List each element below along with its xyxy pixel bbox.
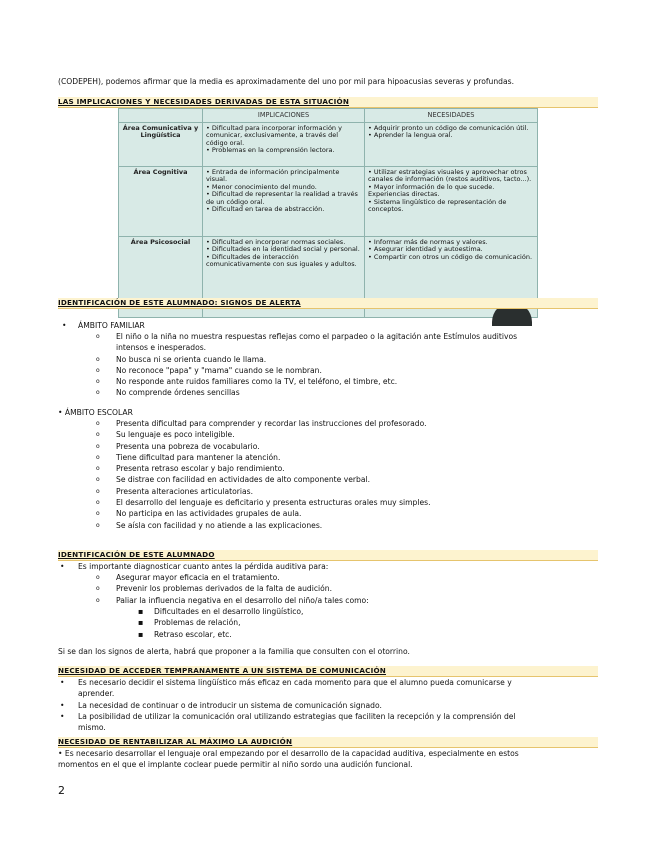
comunicacion-list — [60, 677, 516, 733]
list-item: o Prevenir los problemas derivados de la falta de audición. — [96, 584, 332, 594]
list-item: o Presenta alteraciones articulatorias. — [96, 486, 254, 496]
list-item: o Tiene dificultad para mantener la atención. — [96, 452, 281, 462]
table-item: • Asegurar identidad y autoestima. — [368, 245, 483, 254]
list-item: • La posibilidad de utilizar la comunicación oral utilizando estrategias que faciliten la recepción y la comprensión del — [60, 711, 516, 721]
table-row — [119, 123, 538, 167]
list-item: aprender. — [78, 689, 115, 699]
table-item: • Dificultad en tarea de abstracción. — [206, 205, 325, 214]
section-heading-comunicacion: NECESIDAD DE ACCEDER TEMPRANAMENTE A UN SISTEMA DE COMUNICACIÓN — [58, 666, 598, 677]
table-header-necesidades: NECESIDADES — [365, 109, 538, 123]
table-area-cell: Área Psicosocial — [119, 237, 203, 318]
list-item: o Se aísla con facilidad y no atiende a las explicaciones. — [96, 520, 323, 530]
list-item: o Presenta dificultad para comprender y recordar las instrucciones del profesorado. — [96, 419, 427, 428]
familiar-bullet: • — [62, 321, 67, 330]
table-item: • Dificultad de representar la realidad a través de un código oral. — [206, 190, 358, 206]
table-item: • Aprender la lengua oral. — [368, 131, 453, 140]
table-item: • Dificultades de interacción comunicativamente con sus iguales y adultos. — [206, 252, 357, 269]
intro-paragraph: (CODEPEH), podemos afirmar que la media es aproximadamente del uno por mil para hipoacusias severas y profundas. — [58, 77, 514, 86]
table-item: • Informar más de normas y valores. — [368, 238, 488, 246]
section-heading-audicion: NECESIDAD DE RENTABILIZAR AL MÁXIMO LA AUDICIÓN — [58, 737, 598, 748]
list-item: intensos e inesperados. — [116, 343, 207, 353]
table-necesidades-cell — [365, 123, 538, 167]
table-item: • Dificultad para incorporar información y comunicar, exclusivamente, a través del código oral. — [206, 124, 342, 147]
table-area-cell: Área Cognitiva — [119, 167, 203, 237]
list-item: o No reconoce "papa" y "mama" cuando se le nombran. — [96, 365, 322, 375]
section-heading-implicaciones: LAS IMPLICACIONES Y NECESIDADES DERIVADAS DE ESTA SITUACIÓN — [58, 97, 598, 108]
list-item: o No comprende órdenes sencillas — [96, 388, 240, 398]
audicion-line-2: momentos en el que el implante coclear puede permitir al niño sordo una audición funcional. — [58, 760, 413, 769]
section-heading-identificacion: IDENTIFICACIÓN DE ESTE ALUMNADO — [58, 550, 598, 561]
audicion-line-1: • Es necesario desarrollar el lenguaje oral empezando por el desarrollo de la capacidad auditiva, especialmente en estos — [58, 749, 519, 758]
table-item: • Dificultad en incorporar normas sociales. — [206, 238, 346, 246]
identificacion-bullet: • — [60, 562, 65, 571]
table-item: • Sistema lingüístico de representación de conceptos. — [368, 197, 507, 214]
list-item: • Es necesario decidir el sistema lingüístico más eficaz en cada momento para que el alumno pueda comunicarse y — [60, 678, 512, 687]
table-item: • Mayor información de lo que sucede. Experiencias directas. — [368, 182, 495, 199]
table-item: • Adquirir pronto un código de comunicación útil. — [368, 124, 529, 132]
identificacion-list — [96, 572, 369, 606]
list-item: o Se distrae con facilidad en actividades de alto componente verbal. — [96, 475, 371, 485]
familiar-list — [96, 331, 518, 399]
table-header-row — [119, 109, 538, 123]
table-item: • Problemas en la comprensión lectora. — [206, 146, 335, 155]
table-item: • Utilizar estrategias visuales y aprovechar otros canales de información (restos auditivos, tacto...). — [368, 168, 532, 184]
table-item: • Menor conocimiento del mundo. — [206, 182, 317, 191]
section-heading-signos: IDENTIFICACIÓN DE ESTE ALUMNADO: SIGNOS DE ALERTA — [58, 298, 598, 309]
table-item: • Compartir con otros un código de comunicación. — [368, 252, 533, 261]
escolar-title: • ÁMBITO ESCOLAR — [58, 408, 133, 417]
implicaciones-table — [118, 108, 538, 318]
familiar-title: ÁMBITO FAMILIAR — [78, 321, 145, 330]
identificacion-note: Si se dan los signos de alerta, habrá que proponer a la familia que consulten con el otorrino. — [58, 647, 410, 656]
escolar-list — [96, 418, 431, 531]
identificacion-lead: Es importante diagnosticar cuanto antes la pérdida auditiva para: — [78, 562, 329, 571]
table-item: • Entrada de información principalmente visual. — [206, 168, 340, 184]
table-implicaciones-cell — [203, 167, 365, 237]
page-number: 2 — [58, 784, 65, 797]
table-implicaciones-cell — [203, 123, 365, 167]
list-item: o No responde ante ruidos familiares como la TV, el teléfono, el timbre, etc. — [96, 377, 398, 387]
list-item: o Su lenguaje es poco inteligible. — [96, 430, 235, 440]
table-header-implicaciones: IMPLICACIONES — [203, 109, 365, 123]
list-item: o No busca ni se orienta cuando le llama. — [96, 354, 267, 364]
list-item: o El niño o la niña no muestra respuestas reflejas como el parpadeo o la agitación ante Estímulos auditivos — [96, 332, 518, 341]
list-item: ▪ Dificultades en el desarrollo lingüístico, — [138, 607, 304, 616]
table-necesidades-cell — [365, 167, 538, 237]
table-header-empty — [119, 109, 203, 123]
table-item: • Dificultades en la identidad social y personal. — [206, 245, 360, 254]
list-item: o No participa en las actividades grupales de aula. — [96, 509, 302, 519]
list-item: ▪ Retraso escolar, etc. — [138, 629, 232, 639]
table-area-cell: Área Comunicativa y Lingüística — [119, 123, 203, 167]
list-item: ▪ Problemas de relación, — [138, 618, 241, 628]
list-item: • La necesidad de continuar o de introducir un sistema de comunicación signado. — [60, 700, 382, 710]
table-row — [119, 167, 538, 237]
list-item: o Asegurar mayor eficacia en el tratamiento. — [96, 573, 280, 582]
list-item: o El desarrollo del lenguaje es deficitario y presenta estructuras orales muy simples. — [96, 498, 431, 508]
list-item: mismo. — [78, 723, 106, 733]
list-item: o Paliar la influencia negativa en el desarrollo del niño/a tales como: — [96, 595, 369, 605]
list-item: o Presenta retraso escolar y bajo rendimiento. — [96, 464, 285, 474]
identificacion-sublist — [138, 606, 304, 640]
list-item: o Presenta una pobreza de vocabulario. — [96, 441, 260, 451]
